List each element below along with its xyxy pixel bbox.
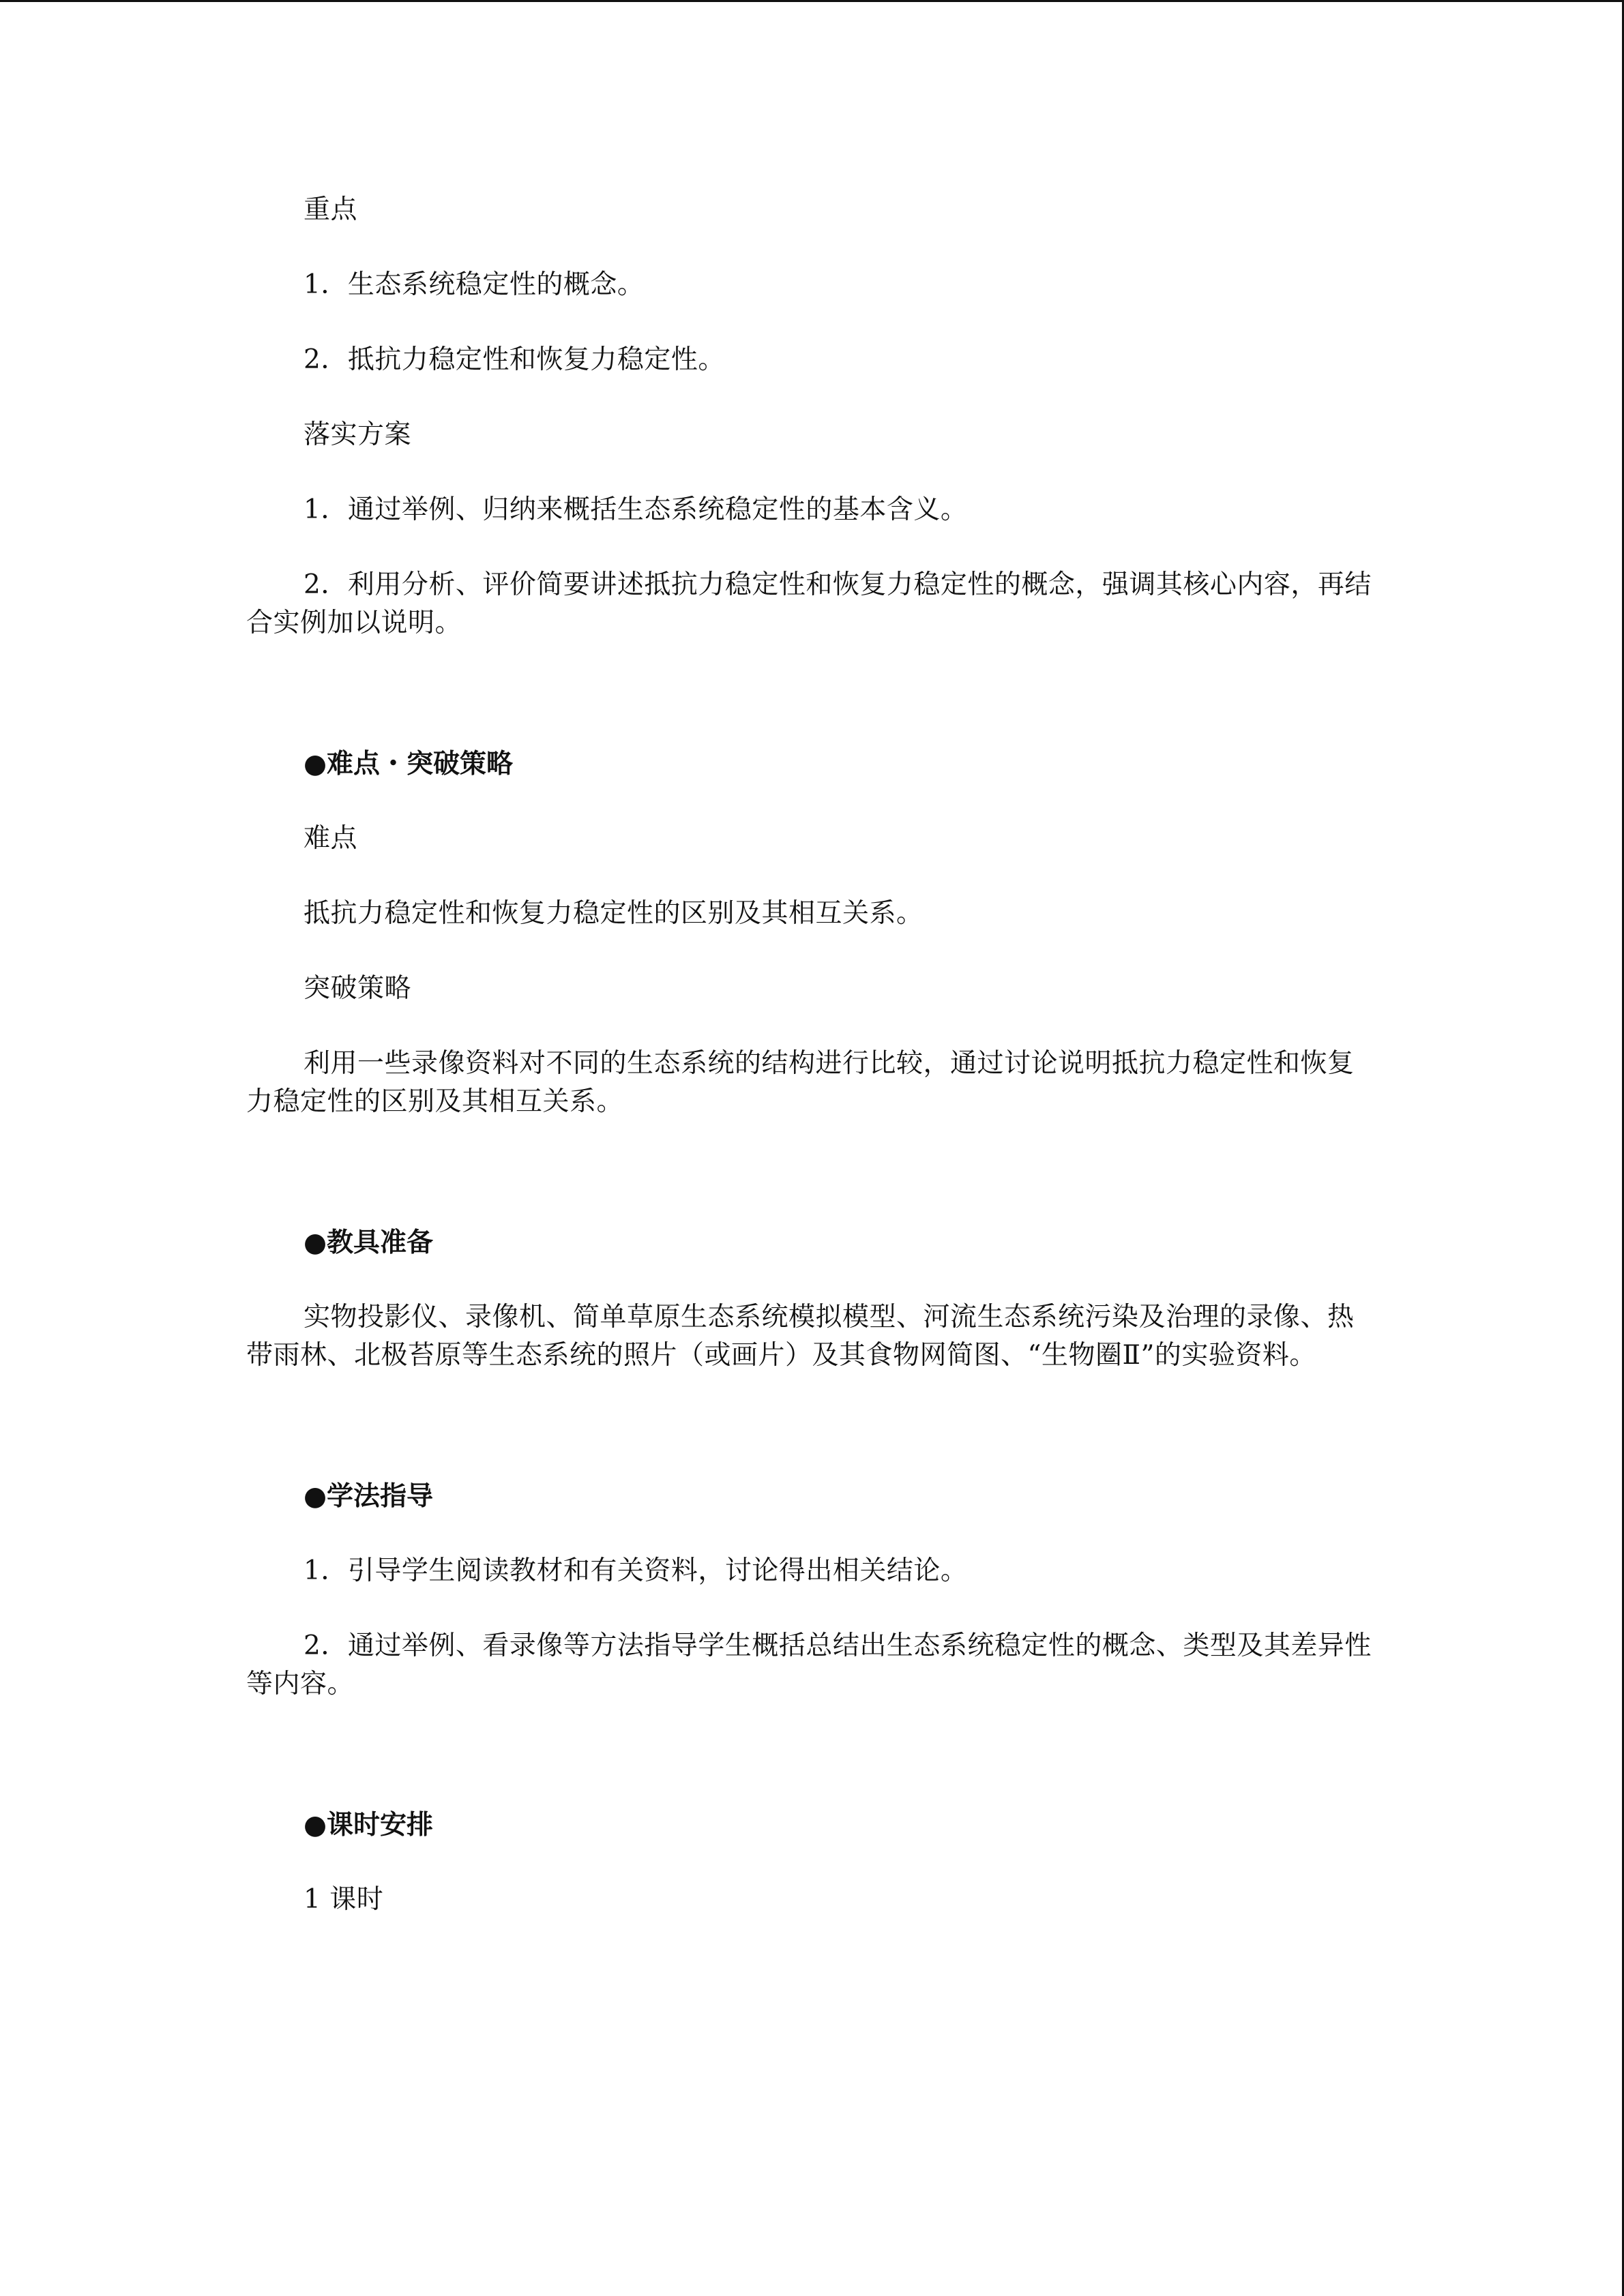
difficulty-label: 难点 (304, 823, 358, 854)
top-border-line (0, 0, 1624, 2)
implementation-item: 2．利用分析、评价简要讲述抵抗力稳定性和恢复力稳定性的概念，强调其核心内容，再结合实例加以说明。 (246, 569, 1372, 638)
strategy-label: 突破策略 (304, 973, 412, 1004)
study-guide-item: 1．引导学生阅读教材和有关资料，讨论得出相关结论。 (304, 1555, 968, 1586)
teaching-aids-text: 实物投影仪、录像机、简单草原生态系统模拟模型、河流生态系统污染及治理的录像、热带雨林、北极苔原等生态系统的照片（或画片）及其食物网简图、“生物圈Ⅱ”的实验资料。 (246, 1302, 1355, 1371)
study-guide-item: 2．通过举例、看录像等方法指导学生概括总结出生态系统稳定性的概念、类型及其差异性等内容。 (246, 1630, 1372, 1699)
key-point-item: 1．生态系统稳定性的概念。 (304, 269, 645, 300)
strategy-text: 利用一些录像资料对不同的生态系统的结构进行比较，通过讨论说明抵抗力稳定性和恢复力稳定性的区别及其相互关系。 (246, 1048, 1355, 1117)
key-point-item: 2．抵抗力稳定性和恢复力稳定性。 (304, 344, 725, 375)
schedule-text: 1 课时 (304, 1884, 384, 1915)
key-points-label: 重点 (304, 194, 358, 225)
implementation-item: 1．通过举例、归纳来概括生态系统稳定性的基本含义。 (304, 494, 968, 525)
implementation-label: 落实方案 (304, 419, 412, 450)
teaching-aids-heading: ●教具准备 (304, 1227, 434, 1258)
schedule-heading: ●课时安排 (304, 1809, 434, 1840)
difficulty-heading: ●难点・突破策略 (304, 748, 514, 779)
study-guide-heading: ●学法指导 (304, 1480, 434, 1512)
document-page (246, 191, 1378, 1919)
difficulty-text: 抵抗力稳定性和恢复力稳定性的区别及其相互关系。 (304, 898, 924, 929)
